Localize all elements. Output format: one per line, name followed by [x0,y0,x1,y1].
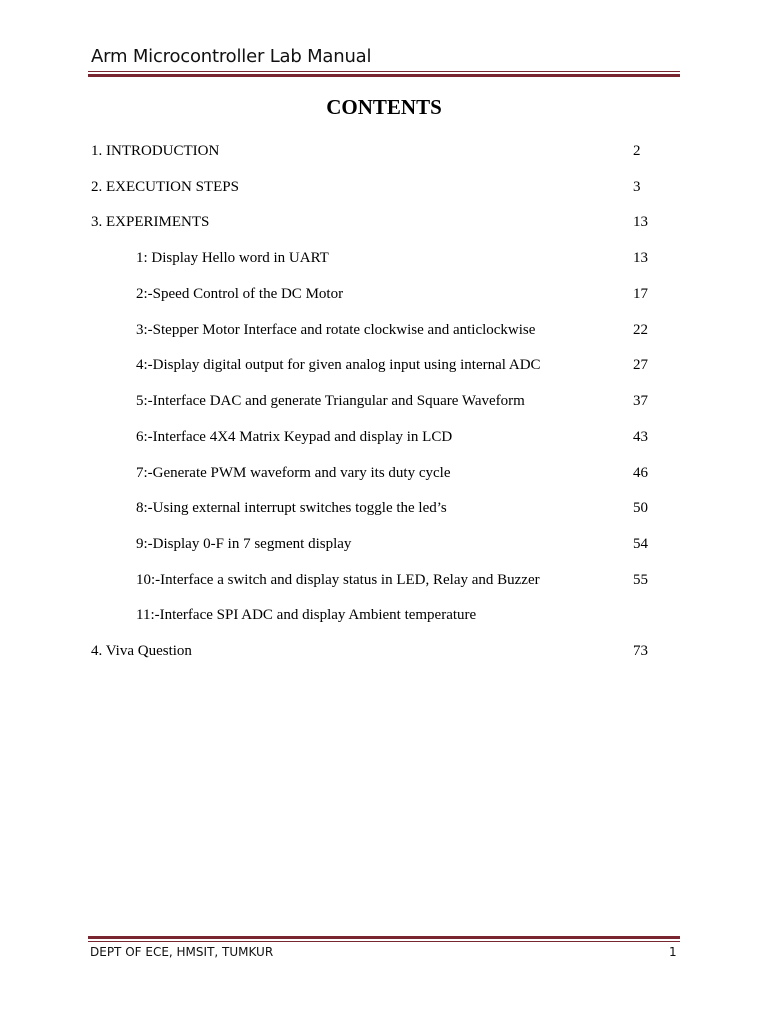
toc-entry-page: 13 [633,250,648,266]
toc-entry-experiment-11[interactable] [0,604,768,626]
header-rule-thin [88,71,680,72]
toc-entry-experiment-1[interactable] [0,247,768,269]
toc-entry-page: 37 [633,393,648,409]
toc-entry-label: 2:-Speed Control of the DC Motor [136,286,344,302]
toc-entry-label: 10:-Interface a switch and display status in LED, Relay and Buzzer [136,572,540,588]
toc-entry-label: 6:-Interface 4X4 Matrix Keypad and display in LCD [136,429,453,445]
toc-entry-label: 5:-Interface DAC and generate Triangular and Square Waveform [136,393,525,409]
toc-entry-experiment-10[interactable] [0,569,768,591]
toc-entry-label: 3. EXPERIMENTS [91,214,210,230]
toc-entry-page: 2 [633,143,641,159]
toc-entry-page: 13 [633,214,648,230]
footer-page-number: 1 [669,945,677,959]
toc-entry-label: 11:-Interface SPI ADC and display Ambient temperature [136,607,477,623]
toc-entry-page: 3 [633,179,641,195]
document-title: Arm Microcontroller Lab Manual [91,46,372,67]
footer-rule-thin [88,941,680,942]
toc-entry-label: 9:-Display 0-F in 7 segment display [136,536,352,552]
toc-entry-page: 73 [633,643,648,659]
toc-entry-experiment-4[interactable] [0,354,768,376]
footer-rule-thick [88,936,680,939]
toc-entry-viva-question[interactable] [0,640,768,662]
toc-entry-page: 46 [633,465,648,481]
contents-heading: CONTENTS [326,95,442,119]
toc-entry-experiment-6[interactable] [0,426,768,448]
toc-entry-page: 50 [633,500,648,516]
toc-entry-label: 3:-Stepper Motor Interface and rotate clockwise and anticlockwise [136,322,536,338]
toc-entry-page: 27 [633,357,648,373]
toc-entry-page: 22 [633,322,648,338]
toc-entry-page: 54 [633,536,648,552]
toc-entry-experiments[interactable] [0,211,768,233]
toc-entry-label: 4. Viva Question [91,643,192,659]
toc-entry-experiment-3[interactable] [0,319,768,341]
toc-entry-label: 7:-Generate PWM waveform and vary its duty cycle [136,465,451,481]
header-rule-thick [88,74,680,77]
toc-entry-label: 4:-Display digital output for given analog input using internal ADC [136,357,541,373]
footer-department: DEPT OF ECE, HMSIT, TUMKUR [90,945,274,959]
toc-entry-experiment-5[interactable] [0,390,768,412]
toc-entry-label: 1. INTRODUCTION [91,143,220,159]
toc-entry-page: 43 [633,429,648,445]
toc-entry-experiment-9[interactable] [0,533,768,555]
toc-entry-execution-steps[interactable] [0,176,768,198]
toc-entry-page: 17 [633,286,648,302]
toc-entry-introduction[interactable] [0,140,768,162]
toc-entry-label: 8:-Using external interrupt switches toggle the led’s [136,500,447,516]
toc-entry-experiment-2[interactable] [0,283,768,305]
toc-entry-label: 2. EXECUTION STEPS [91,179,239,195]
toc-entry-page: 55 [633,572,648,588]
toc-entry-experiment-8[interactable] [0,497,768,519]
toc-entry-label: 1: Display Hello word in UART [136,250,329,266]
toc-entry-experiment-7[interactable] [0,462,768,484]
